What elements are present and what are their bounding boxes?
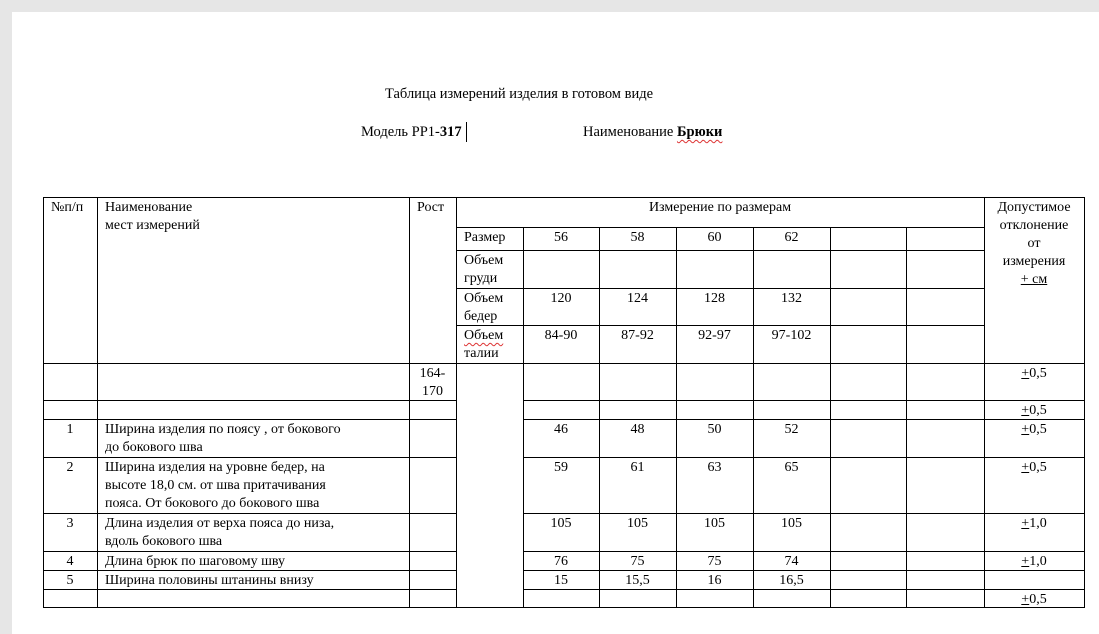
tolerance-value: 1,0 xyxy=(1029,554,1047,569)
subheader-value-cell xyxy=(753,250,831,289)
row-height-cell xyxy=(409,400,457,420)
row-value-cell xyxy=(676,363,754,401)
header-measure: Измерение по размерам xyxy=(648,200,792,215)
row-value: 74 xyxy=(784,554,799,569)
hips-value: 132 xyxy=(781,291,802,306)
row-value-cell xyxy=(906,363,985,401)
subheader-value-cell xyxy=(906,325,985,364)
row-tolerance xyxy=(984,402,1084,420)
row-value-cell xyxy=(676,400,754,420)
plus-minus-sign: + см xyxy=(1020,272,1048,287)
row-value-cell xyxy=(830,363,907,401)
row-value-cell xyxy=(676,589,754,608)
row-height-cell xyxy=(409,513,457,552)
row-value-cell xyxy=(599,400,677,420)
size-value: 56 xyxy=(554,230,568,245)
row-no: 5 xyxy=(66,573,74,588)
plus-minus-sign: + xyxy=(1021,516,1030,531)
tolerance-value: 1,0 xyxy=(1029,516,1047,531)
row-value: 105 xyxy=(704,516,725,531)
row-value-cell xyxy=(906,419,985,458)
plus-minus-sign: + xyxy=(1021,422,1030,437)
row-name-cell xyxy=(97,589,410,608)
tolerance-value: 0,5 xyxy=(1029,460,1047,475)
tolerance-value: 0,5 xyxy=(1029,422,1047,437)
merged-label-column xyxy=(456,363,524,608)
row-value: 105 xyxy=(781,516,802,531)
row-value-cell xyxy=(523,363,600,401)
row-value: 63 xyxy=(707,460,722,475)
row-value: 75 xyxy=(630,554,645,569)
hips-value: 124 xyxy=(627,291,648,306)
row-value: 15 xyxy=(554,573,568,588)
row-no: 4 xyxy=(66,554,74,569)
row-name: Ширина половины штанины внизу xyxy=(105,573,314,588)
header-cell-height xyxy=(409,197,457,364)
row-value-cell xyxy=(830,400,907,420)
row-no-cell xyxy=(43,363,98,401)
model-number: 317 xyxy=(439,124,462,140)
subheader-value-cell xyxy=(830,250,907,289)
name-value: Брюки xyxy=(676,124,723,140)
waist-value: 92-97 xyxy=(698,328,731,343)
row-value: 61 xyxy=(630,460,645,475)
row-no: 2 xyxy=(66,460,74,475)
row-value-cell xyxy=(830,570,907,590)
row-height-cell xyxy=(409,457,457,514)
row-value: 46 xyxy=(554,422,568,437)
subheader-value-cell xyxy=(523,250,600,289)
hips-value: 128 xyxy=(704,291,725,306)
row-value-cell xyxy=(830,419,907,458)
row-value-cell xyxy=(523,400,600,420)
row-value: 105 xyxy=(550,516,572,531)
row-value: 50 xyxy=(707,422,722,437)
row-value: 48 xyxy=(630,422,645,437)
row-value-cell xyxy=(599,363,677,401)
row-value-cell xyxy=(830,551,907,571)
hips-value: 120 xyxy=(550,291,572,306)
row-tolerance xyxy=(984,553,1084,571)
height-value: 164- 170 xyxy=(419,366,446,399)
header-name: Наименование мест измерений xyxy=(105,200,200,233)
row-value-cell xyxy=(830,589,907,608)
row-value: 16 xyxy=(707,573,722,588)
subheader-value-cell xyxy=(830,227,907,251)
row-no: 1 xyxy=(66,422,74,437)
waist-label: Объем xyxy=(464,328,504,343)
header-tolerance-unit xyxy=(984,271,1084,289)
size-label: Размер xyxy=(464,230,506,245)
row-value-cell xyxy=(753,589,831,608)
row-value-cell xyxy=(906,513,985,552)
row-tolerance xyxy=(984,515,1084,533)
row-value: 105 xyxy=(627,516,648,531)
header-no: №п/п xyxy=(51,200,84,215)
waist-value: 97-102 xyxy=(771,328,812,343)
hips-label: Объем бедер xyxy=(464,291,504,324)
plus-minus-sign: + xyxy=(1021,554,1030,569)
row-name: Длина брюк по шаговому шву xyxy=(105,554,286,569)
row-value-cell xyxy=(906,551,985,571)
row-value-cell xyxy=(523,589,600,608)
plus-minus-sign: + xyxy=(1021,592,1030,607)
tolerance-value: 0,5 xyxy=(1029,403,1047,418)
row-value: 75 xyxy=(707,554,722,569)
row-value-cell xyxy=(830,513,907,552)
row-value: 65 xyxy=(784,460,799,475)
row-value: 52 xyxy=(784,422,799,437)
row-name-cell xyxy=(97,363,410,401)
waist-label-2: талии xyxy=(464,346,499,361)
size-value: 60 xyxy=(707,230,722,245)
row-height-cell xyxy=(409,419,457,458)
size-value: 58 xyxy=(630,230,645,245)
row-name: Ширина изделия на уровне бедер, на высоте 18,0 см. от шва притачивания пояса. От бокового до бокового шва xyxy=(105,460,326,511)
subheader-value-cell xyxy=(676,250,754,289)
tolerance-value: 0,5 xyxy=(1029,366,1047,381)
row-value: 16,5 xyxy=(779,573,804,588)
row-tolerance-cell xyxy=(984,570,1085,590)
size-value: 62 xyxy=(784,230,799,245)
row-no: 3 xyxy=(66,516,74,531)
plus-minus-sign: + xyxy=(1021,460,1030,475)
row-name-cell xyxy=(97,400,410,420)
row-value-cell xyxy=(906,457,985,514)
subheader-value-cell xyxy=(830,325,907,364)
row-tolerance xyxy=(984,459,1084,477)
subheader-value-cell xyxy=(906,227,985,251)
row-height-cell xyxy=(409,589,457,608)
row-value-cell xyxy=(753,363,831,401)
row-value-cell xyxy=(753,400,831,420)
row-name: Длина изделия от верха пояса до низа, вдоль бокового шва xyxy=(105,516,335,549)
row-no-cell xyxy=(43,400,98,420)
row-value-cell xyxy=(599,589,677,608)
name-label: Наименование xyxy=(583,124,677,140)
header-tolerance: Допустимое отклонение от измерения xyxy=(997,200,1071,269)
row-name: Ширина изделия по поясу , от бокового до бокового шва xyxy=(105,422,341,455)
header-cell-no xyxy=(43,197,98,364)
model-label: Модель РР1- xyxy=(361,124,440,140)
tolerance-value: 0,5 xyxy=(1029,592,1047,607)
row-value-cell xyxy=(830,457,907,514)
row-height-cell xyxy=(409,570,457,590)
row-tolerance xyxy=(984,591,1084,609)
subheader-value-cell xyxy=(830,288,907,326)
row-height-cell xyxy=(409,551,457,571)
subheader-value-cell xyxy=(906,250,985,289)
row-value: 76 xyxy=(554,554,568,569)
subheader-value-cell xyxy=(599,250,677,289)
row-value-cell xyxy=(906,400,985,420)
plus-minus-sign: + xyxy=(1021,403,1030,418)
waist-value: 87-92 xyxy=(621,328,654,343)
subheader-value-cell xyxy=(906,288,985,326)
row-value: 15,5 xyxy=(625,573,650,588)
chest-label: Объем груди xyxy=(464,253,504,286)
plus-minus-sign: + xyxy=(1021,366,1030,381)
header-height: Рост xyxy=(417,200,445,215)
document-title: Таблица измерений изделия в готовом виде xyxy=(385,86,654,102)
row-tolerance xyxy=(984,421,1084,439)
row-value-cell xyxy=(906,570,985,590)
waist-value: 84-90 xyxy=(544,328,578,343)
row-value-cell xyxy=(906,589,985,608)
row-tolerance xyxy=(984,365,1084,383)
row-value: 59 xyxy=(554,460,568,475)
row-no-cell xyxy=(43,589,98,608)
